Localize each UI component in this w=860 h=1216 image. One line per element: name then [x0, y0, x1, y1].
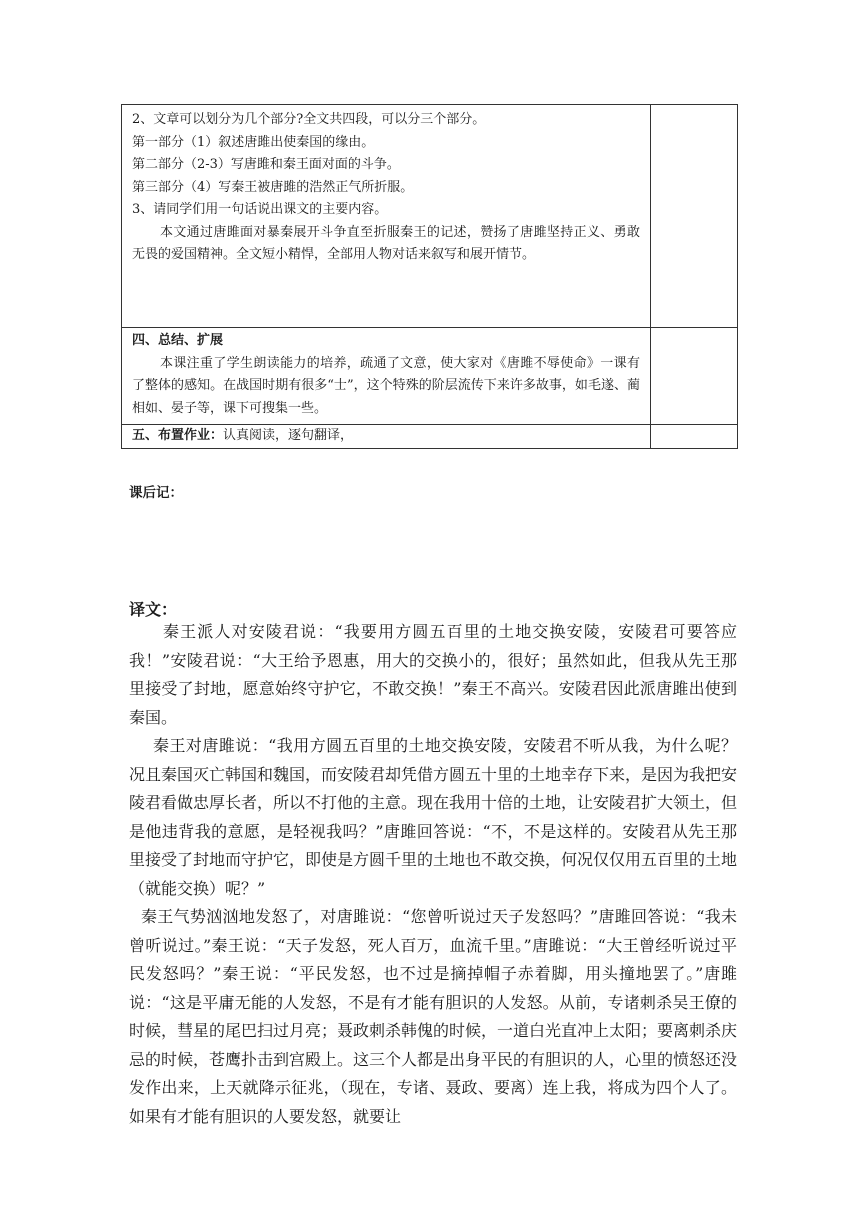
translation-paragraph: 秦王对唐雎说：“我用方圆五百里的土地交换安陵，安陵君不听从我，为什么呢？况且秦国灭亡韩国和魏国，而安陵君却凭借方圆五十里的土地幸存下来，是因为我把安陵君看做忠厚长者，所以不打他的主意。现在我用十倍的土地，让安陵君扩大领土，但是他违背我的意愿，是轻视我吗？”唐雎回答说：“不，不是这样的。安陵君从先王那里接受了封地而守护它，即使是方圆千里的土地也不敢交换，何况仅仅用五百里的土地（就能交换）呢？”	[129, 736, 738, 898]
table-cell-content	[122, 105, 651, 328]
section-heading: 五、布置作业：	[132, 428, 224, 443]
homework-text: 认真阅读，逐句翻译，	[223, 428, 354, 443]
text-line: 第二部分（2-3）写唐雎和秦王面对面的斗争。	[132, 157, 400, 172]
table-cell-content	[122, 328, 651, 425]
translation-title: 译文：	[129, 600, 178, 619]
text-line: 第三部分（4）写秦王被唐雎的浩然正气所折服。	[132, 179, 414, 195]
table-row	[122, 425, 738, 449]
translation-paragraph: 秦王派人对安陵君说：“我要用方圆五百里的土地交换安陵，安陵君可要答应我！”安陵君说：“大王给予恩惠，用大的交换小的，很好；虽然如此，但我从先王那里接受了封地，愿意始终守护它，不敢交换！”秦王不高兴。安陵君因此派唐雎出使到秦国。	[129, 622, 737, 727]
table-cell-empty	[651, 105, 738, 328]
translation-paragraph: 秦王气势汹汹地发怒了，对唐雎说：“您曾听说过天子发怒吗？”唐雎回答说：“我未曾听说过。”秦王说：“天子发怒，死人百万，血流千里。”唐雎说：“大王曾经听说过平民发怒吗？”秦王说：“平民发怒，也不过是摘掉帽子赤着脚，用头撞地罢了。”唐雎说：“这是平庸无能的人发怒，不是有才能有胆识的人发怒。从前，专诸刺杀吴王僚的时候，彗星的尾巴扫过月亮；聂政刺杀韩傀的时候，一道白光直冲上太阳；要离刺杀庆忌的时候，苍鹰扑击到宫殿上。这三个人都是出身平民的有胆识的人，心里的愤怒还没发作出来，上天就降示征兆，（现在，专诸、聂政、要离）连上我，将成为四个人了。如果有才能有胆识的人要发怒，就要让	[129, 907, 738, 1126]
lesson-plan-table	[121, 104, 738, 449]
table-cell-empty	[651, 328, 738, 425]
table-cell-empty	[651, 425, 738, 449]
summary-paragraph: 本文通过唐雎面对暴秦展开斗争直至折服秦王的记述，赞扬了唐雎坚持正义、勇敢无畏的爱国精神。全文短小精悍，全部用人物对话来叙写和展开情节。	[132, 224, 640, 262]
table-row	[122, 105, 738, 328]
text-line: 3、请同学们用一句话说出课文的主要内容。	[132, 202, 388, 217]
table-cell-content	[122, 425, 651, 449]
section-heading: 四、总结、扩展	[132, 333, 224, 348]
text-line: 第一部分（1）叙述唐雎出使秦国的缘由。	[132, 134, 375, 150]
table-row	[122, 328, 738, 425]
translation-body	[129, 618, 737, 1131]
text-line: 2、文章可以划分为几个部分?全文共四段，可以分三个部分。	[132, 112, 486, 127]
summary-paragraph: 本课注重了学生朗读能力的培养，疏通了文意，使大家对《唐雎不辱使命》一课有了整体的感知。在战国时期有很多“士”，这个特殊的阶层流传下来许多故事，如毛遂、蔺相如、晏子等，课下可搜集一些。	[132, 355, 640, 416]
after-class-note-label: 课后记：	[129, 485, 183, 501]
